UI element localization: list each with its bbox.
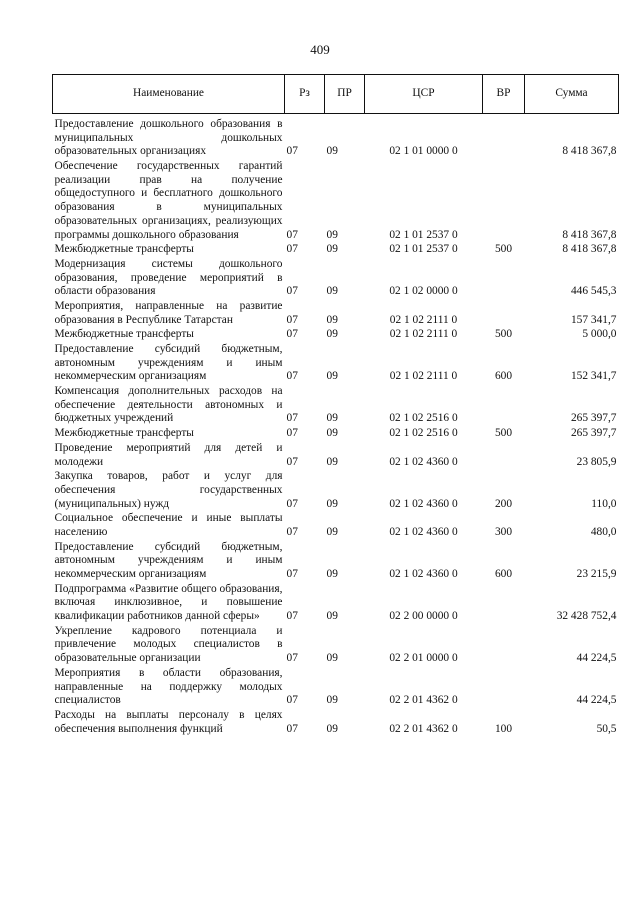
- row-pr: 09: [326, 497, 338, 510]
- row-rz: 07: [286, 652, 298, 665]
- table-row: [53, 160, 619, 243]
- row-vr: 100: [494, 722, 513, 735]
- row-sum: 44 224,5: [576, 694, 617, 707]
- row-csr: 02 1 01 2537 0: [389, 243, 458, 256]
- row-sum: 8 418 367,8: [562, 243, 617, 256]
- row-rz: 07: [286, 455, 298, 468]
- row-pr: 09: [326, 427, 338, 440]
- row-pr: 09: [326, 285, 338, 298]
- row-sum: 44 224,5: [576, 652, 617, 665]
- row-sum: 110,0: [591, 497, 617, 510]
- row-csr: 02 1 02 0000 0: [389, 285, 458, 298]
- row-name: Мероприятия в области образования, направленные на поддержку молодых специалистов: [54, 666, 283, 707]
- table-row: [53, 427, 619, 442]
- table-row: [53, 243, 619, 258]
- row-sum: 23 215,9: [576, 568, 617, 580]
- row-pr: 09: [326, 228, 338, 241]
- row-csr: 02 2 01 4362 0: [389, 694, 458, 707]
- row-name: Закупка товаров, работ и услуг для обеспечения государственных (муниципальных) нужд: [54, 470, 283, 510]
- row-name: Проведение мероприятий для детей и молодежи: [54, 441, 283, 468]
- table-row: [53, 114, 619, 161]
- row-vr: [483, 300, 525, 328]
- table-row: [53, 709, 619, 737]
- column-header-csr: ЦСР: [365, 75, 483, 114]
- row-sum: 152 341,7: [570, 370, 617, 383]
- row-sum: 446 545,3: [570, 285, 617, 298]
- row-rz: 07: [286, 370, 298, 383]
- table-row: [53, 583, 619, 625]
- row-pr: 09: [326, 525, 338, 538]
- row-rz: 07: [286, 568, 298, 580]
- table-row: [53, 343, 619, 385]
- row-pr: 09: [326, 328, 338, 341]
- column-header-name: Наименование: [53, 75, 285, 114]
- row-vr: 500: [494, 243, 513, 256]
- budget-table: [52, 74, 619, 737]
- row-vr: 600: [494, 568, 513, 580]
- row-pr: 09: [326, 455, 338, 468]
- row-csr: 02 1 02 4360 0: [389, 525, 458, 538]
- table-row: [53, 300, 619, 328]
- table-row: [53, 667, 619, 709]
- row-sum: 265 397,7: [570, 412, 617, 425]
- page-number: 409: [310, 42, 330, 57]
- row-csr: 02 1 02 4360 0: [389, 568, 458, 580]
- row-rz: 07: [286, 145, 298, 158]
- table-header-row: [53, 75, 619, 114]
- row-csr: 02 1 02 2111 0: [389, 370, 458, 383]
- row-rz: 07: [286, 722, 298, 735]
- row-vr: [483, 258, 525, 300]
- column-header-sum: Сумма: [525, 75, 619, 114]
- row-csr: 02 2 01 0000 0: [389, 652, 458, 665]
- row-sum: 8 418 367,8: [562, 145, 617, 158]
- row-rz: 07: [286, 285, 298, 298]
- row-pr: 09: [326, 652, 338, 665]
- row-vr: 600: [494, 370, 513, 383]
- row-vr: [483, 583, 525, 625]
- row-name: Предоставление дошкольного образования в муниципальных дошкольных образовательных организациях: [54, 118, 283, 158]
- row-rz: 07: [286, 694, 298, 707]
- row-sum: 480,0: [590, 525, 617, 538]
- row-rz: 07: [286, 427, 298, 440]
- row-rz: 07: [286, 328, 298, 341]
- row-name: Межбюджетные трансферты: [54, 243, 194, 256]
- row-pr: 09: [326, 610, 338, 623]
- row-csr: 02 2 01 4362 0: [389, 722, 458, 735]
- row-vr: [483, 114, 525, 161]
- row-sum: 50,5: [596, 722, 617, 735]
- row-csr: 02 1 02 2111 0: [389, 313, 458, 326]
- row-name: Межбюджетные трансферты: [54, 427, 194, 440]
- table-row: [53, 328, 619, 343]
- row-pr: 09: [326, 722, 338, 735]
- row-csr: 02 1 02 2516 0: [389, 427, 458, 440]
- row-name: Мероприятия, направленные на развитие образования в Республике Татарстан: [54, 299, 283, 326]
- row-name: Расходы на выплаты персоналу в целях обеспечения выполнения функций: [54, 708, 283, 735]
- row-csr: 02 1 02 4360 0: [389, 497, 458, 510]
- row-sum: 157 341,7: [570, 313, 617, 326]
- table-row: [53, 470, 619, 512]
- row-sum: 32 428 752,4: [556, 610, 617, 623]
- table-row: [53, 625, 619, 667]
- row-pr: 09: [326, 568, 338, 580]
- row-name: Межбюджетные трансферты: [54, 328, 194, 341]
- column-header-vr: ВР: [483, 75, 525, 114]
- row-sum: 5 000,0: [582, 328, 617, 341]
- row-rz: 07: [286, 243, 298, 256]
- row-rz: 07: [286, 525, 298, 538]
- table-row: [53, 442, 619, 470]
- row-name: Модернизация системы дошкольного образования, проведение мероприятий в области образования: [54, 257, 283, 298]
- column-header-rz: Рз: [285, 75, 325, 114]
- row-csr: 02 1 02 2111 0: [389, 328, 458, 341]
- row-pr: 09: [326, 694, 338, 707]
- row-pr: 09: [326, 145, 338, 158]
- row-name: Укрепление кадрового потенциала и привлечение молодых специалистов в образовательные организации: [54, 624, 283, 665]
- table-row: [53, 385, 619, 427]
- row-vr: 200: [494, 497, 513, 510]
- row-csr: 02 1 02 4360 0: [389, 455, 458, 468]
- row-sum: 23 805,9: [576, 455, 617, 468]
- row-name: Социальное обеспечение и иные выплаты населению: [54, 512, 283, 538]
- row-vr: [483, 160, 525, 243]
- row-csr: 02 1 01 0000 0: [389, 145, 458, 158]
- row-pr: 09: [326, 412, 338, 425]
- row-csr: 02 2 00 0000 0: [389, 610, 458, 623]
- column-header-pr: ПР: [325, 75, 365, 114]
- row-sum: 265 397,7: [570, 427, 617, 440]
- row-name: Предоставление субсидий бюджетным, автономным учреждениям и иным некоммерческим организациям: [54, 540, 283, 580]
- row-vr: 500: [494, 328, 513, 341]
- row-rz: 07: [286, 610, 298, 623]
- row-rz: 07: [286, 313, 298, 326]
- table-row: [53, 512, 619, 540]
- row-name: Подпрограмма «Развитие общего образования, включая инклюзивное, и повышение квалификации работников данной сферы»: [54, 582, 283, 623]
- row-vr: 500: [494, 427, 513, 440]
- row-vr: [483, 442, 525, 470]
- row-vr: [483, 385, 525, 427]
- row-rz: 07: [286, 412, 298, 425]
- row-name: Компенсация дополнительных расходов на обеспечение деятельности автономных и бюджетных учреждений: [54, 385, 283, 425]
- row-pr: 09: [326, 313, 338, 326]
- row-vr: 300: [494, 525, 513, 538]
- table-row: [53, 258, 619, 300]
- row-csr: 02 1 02 2516 0: [389, 412, 458, 425]
- row-pr: 09: [326, 243, 338, 256]
- row-name: Обеспечение государственных гарантий реализации прав на получение общедоступного и бесплатного дошкольного образования в муниципальных образовательных организациях, реализующих программы дошкольного образования: [54, 160, 283, 241]
- row-pr: 09: [326, 370, 338, 383]
- row-vr: [483, 625, 525, 667]
- row-sum: 8 418 367,8: [562, 228, 617, 241]
- row-vr: [483, 667, 525, 709]
- row-rz: 07: [286, 228, 298, 241]
- row-name: Предоставление субсидий бюджетным, автономным учреждениям и иным некоммерческим организациям: [54, 343, 283, 383]
- row-rz: 07: [286, 497, 298, 510]
- row-csr: 02 1 01 2537 0: [389, 228, 458, 241]
- table-row: [53, 541, 619, 583]
